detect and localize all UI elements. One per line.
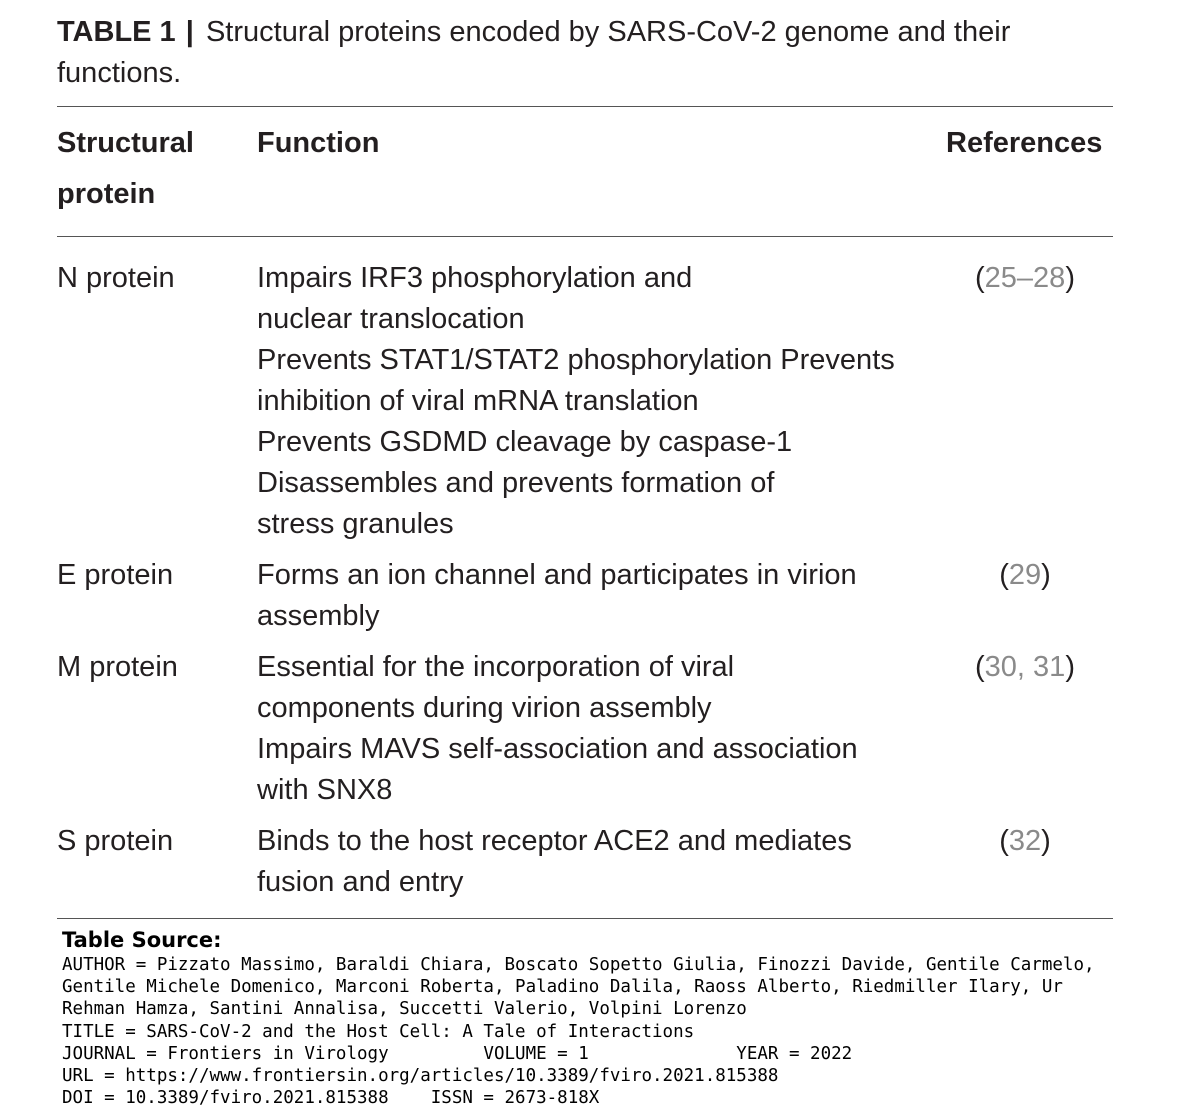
function-line: inhibition of viral mRNA translation	[257, 385, 699, 417]
function-cell	[257, 647, 907, 811]
reference-open-paren: (	[999, 559, 1009, 591]
protein-cell: M protein	[57, 651, 178, 683]
reference-link[interactable]: 30, 31	[984, 651, 1066, 683]
reference-link[interactable]: 29	[1008, 559, 1042, 591]
reference-open-paren: (	[999, 825, 1009, 857]
source-line: AUTHOR = Pizzato Massimo, Baraldi Chiara, Boscato Sopetto Giulia, Finozzi Davide, Gentile Carmelo,	[62, 955, 1095, 975]
source-line: Gentile Michele Domenico, Marconi Roberta, Paladino Dalila, Raoss Alberto, Riedmiller Ilary, Ur	[62, 977, 1063, 998]
function-line: fusion and entry	[257, 866, 464, 898]
function-cell	[257, 555, 907, 637]
reference-close-paren: )	[1041, 559, 1051, 591]
reference-close-paren: )	[1041, 825, 1051, 857]
function-line: Impairs IRF3 phosphorylation and	[257, 262, 693, 294]
reference-close-paren: )	[1065, 651, 1075, 683]
function-line: Prevents STAT1/STAT2 phosphorylation Prevents	[257, 344, 895, 376]
source-line: URL = https://www.frontiersin.org/articles/10.3389/fviro.2021.815388	[62, 1066, 779, 1087]
function-line: Essential for the incorporation of viral	[257, 651, 735, 683]
protein-cell: S protein	[57, 825, 174, 857]
function-line: Disassembles and prevents formation of	[257, 467, 775, 499]
table-label: TABLE 1	[57, 16, 176, 48]
top-rule	[57, 106, 1113, 107]
reference-cell	[907, 555, 1113, 637]
header-function: Function	[257, 127, 380, 159]
reference-link[interactable]: 25–28	[984, 262, 1066, 294]
header-rule	[57, 236, 1113, 237]
source-line: DOI = 10.3389/fviro.2021.815388 ISSN = 2673-818X	[62, 1088, 600, 1109]
table-row	[57, 647, 1113, 811]
table-row	[57, 555, 1113, 637]
header-structural-protein: Structural protein	[57, 127, 194, 210]
table-row	[57, 258, 1113, 545]
table-row	[57, 821, 1113, 903]
function-cell	[257, 258, 907, 545]
function-line: Forms an ion channel and participates in virion	[257, 559, 857, 591]
bottom-rule	[57, 918, 1113, 919]
function-line: assembly	[257, 600, 380, 632]
function-line: components during virion assembly	[257, 692, 712, 724]
protein-cell: N protein	[57, 262, 175, 294]
caption-text: Structural proteins encoded by SARS-CoV-2 genome and their functions.	[57, 16, 1011, 89]
table-source	[62, 926, 1192, 1109]
function-line: with SNX8	[257, 774, 393, 806]
function-line: Impairs MAVS self-association and association	[257, 733, 858, 765]
source-title: Table Source:	[62, 928, 222, 952]
reference-close-paren: )	[1065, 262, 1075, 294]
reference-open-paren: (	[975, 262, 985, 294]
function-line: Binds to the host receptor ACE2 and mediates	[257, 825, 852, 857]
protein-cell: E protein	[57, 559, 174, 591]
function-line: stress granules	[257, 508, 454, 540]
source-citation	[62, 954, 1192, 1109]
function-line: Prevents GSDMD cleavage by caspase-1	[257, 426, 793, 458]
reference-cell	[907, 647, 1113, 811]
reference-cell	[907, 821, 1113, 903]
table-body	[57, 258, 1113, 913]
source-line: Rehman Hamza, Santini Annalisa, Succetti Valerio, Volpini Lorenzo	[62, 999, 747, 1020]
reference-open-paren: (	[975, 651, 985, 683]
header-references: References	[946, 127, 1103, 159]
function-line: nuclear translocation	[257, 303, 525, 335]
source-line: TITLE = SARS-CoV-2 and the Host Cell: A Tale of Interactions	[62, 1021, 695, 1042]
reference-link[interactable]: 32	[1008, 825, 1042, 857]
table-caption	[57, 12, 1117, 94]
source-line: JOURNAL = Frontiers in Virology VOLUME = 1 YEAR = 2022	[62, 1043, 853, 1064]
function-cell	[257, 821, 907, 903]
reference-cell	[907, 258, 1113, 545]
caption-separator: |	[185, 16, 194, 48]
